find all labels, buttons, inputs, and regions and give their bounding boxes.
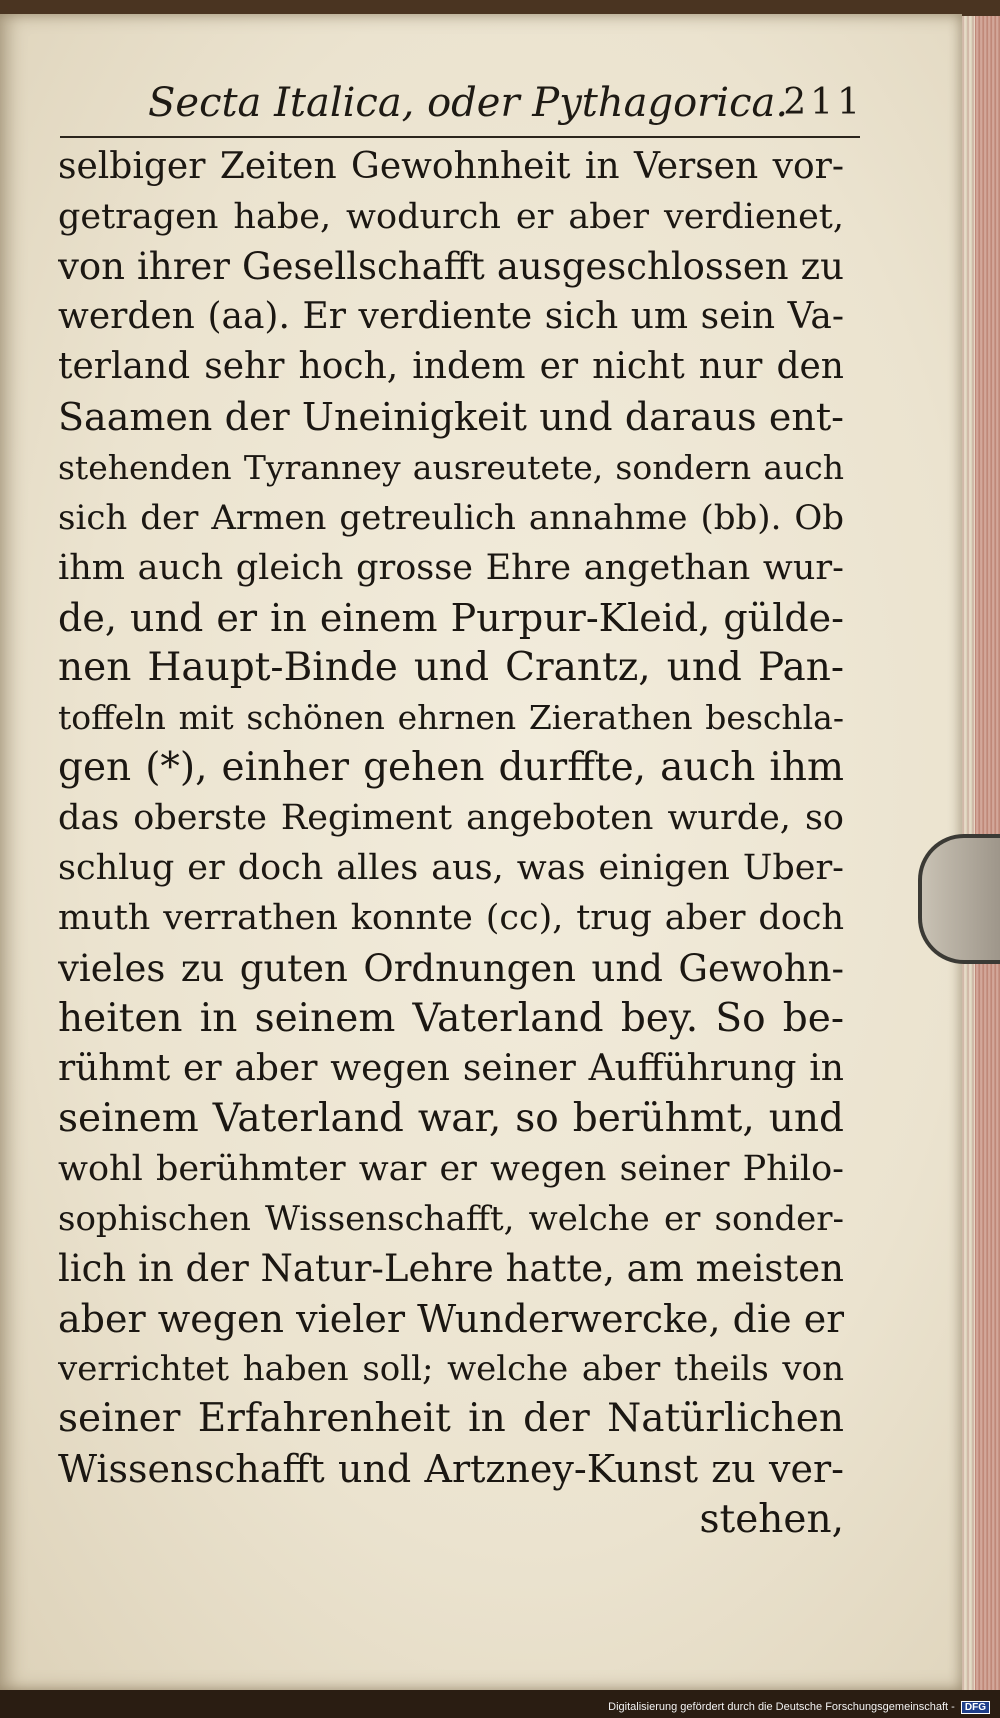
- text-line: terland sehr hoch, indem er nicht nur den: [58, 346, 844, 388]
- text-line: selbiger Zeiten Gewohnheit in Versen vor-: [58, 146, 844, 187]
- text-line: das oberste Regiment angeboten wurde, so: [58, 798, 844, 839]
- text-line: Saamen der Uneinigkeit und daraus ent-: [58, 395, 844, 440]
- text-line: seiner Erfahrenheit in der Natürlichen: [58, 1396, 844, 1442]
- digitization-credit: [608, 1701, 990, 1714]
- body-text: [58, 142, 844, 1545]
- text-line: aber wegen vieler Wunderwercke, die er: [58, 1297, 844, 1342]
- text-line: von ihrer Gesellschafft ausgeschlossen zu: [58, 245, 844, 289]
- text-line: rühmt er aber wegen seiner Aufführung in: [58, 1047, 844, 1089]
- text-line: ihm auch gleich grosse Ehre angethan wur-: [58, 547, 844, 588]
- head-rule: [60, 136, 860, 138]
- text-line: gen (*), einher gehen durffte, auch ihm: [58, 745, 844, 791]
- catchword: stehen,: [699, 1496, 844, 1542]
- dfg-logo: DFG: [961, 1701, 990, 1714]
- text-line: nen Haupt-Binde und Crantz, und Pan-: [58, 644, 844, 690]
- credit-text: Digitalisierung gefördert durch die Deutsche Forschungsgemeinschaft -: [608, 1701, 955, 1713]
- text-line: seinem Vaterland war, so berühmt, und: [58, 1095, 844, 1141]
- text-line: werden (aa). Er verdiente sich um sein Va-: [58, 296, 844, 338]
- text-line: stehenden Tyranney ausreutete, sondern auch: [58, 447, 844, 487]
- bookmark-clip: [918, 834, 1000, 964]
- text-line: verrichtet haben soll; welche aber theils von: [58, 1349, 844, 1390]
- text-line: muth verrathen konnte (cc), trug aber doch: [58, 898, 844, 939]
- page-number: 211: [783, 82, 864, 123]
- text-line: de, und er in einem Purpur-Kleid, gülde-: [58, 595, 844, 640]
- book-page: [0, 14, 962, 1690]
- text-line: Wissenschafft und Artzney-Kunst zu ver-: [58, 1447, 844, 1492]
- text-line: wohl berühmter war er wegen seiner Philo-: [58, 1148, 844, 1189]
- text-line: lich in der Natur-Lehre hatte, am meisten: [58, 1247, 844, 1291]
- text-line: schlug er doch alles aus, was einigen Uber-: [58, 848, 844, 889]
- text-line: getragen habe, wodurch er aber verdienet,: [58, 197, 844, 238]
- text-line: sich der Armen getreulich annahme (bb). Ob: [58, 497, 844, 538]
- text-line: sophischen Wissenschafft, welche er sonder-: [58, 1198, 844, 1239]
- text-line: toffeln mit schönen ehrnen Zierathen beschla-: [58, 698, 844, 738]
- running-head: [60, 80, 864, 136]
- running-title: Secta Italica, oder Pythagorica.: [148, 80, 789, 126]
- text-line: heiten in seinem Vaterland bey. So be-: [58, 995, 844, 1041]
- text-line: vieles zu guten Ordnungen und Gewohn-: [58, 946, 844, 990]
